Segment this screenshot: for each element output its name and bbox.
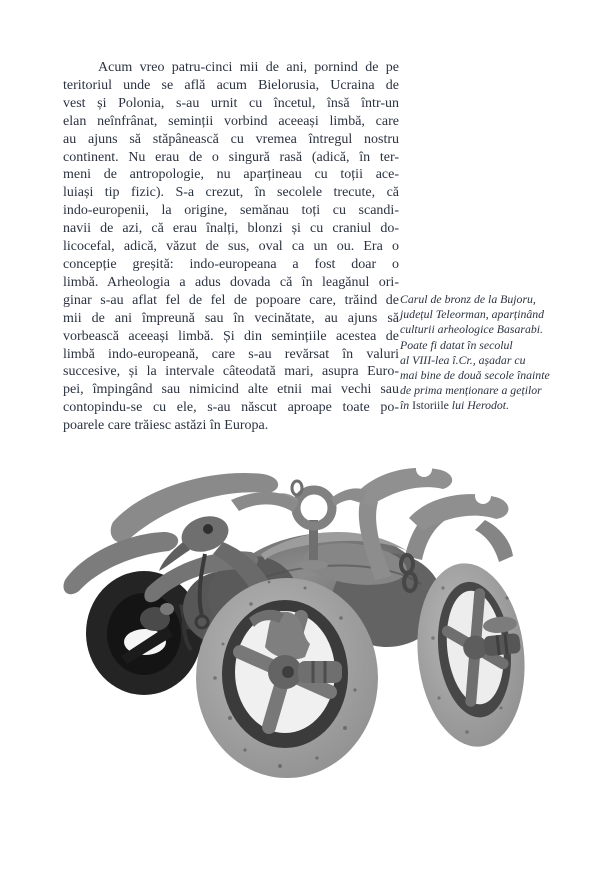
body-text-line: succesive, și la intervale câteodată mari, asupra Euro- [63, 364, 399, 380]
body-text-line: vest și Polonia, s-au urnit cu încetul, însă într-un [63, 95, 399, 111]
bronze-chariot-photo [55, 458, 525, 788]
body-text-line: limbă indo-europeană, care s-au revărsat în valuri [63, 346, 399, 362]
body-text-line: Acum vreo patru-cinci mii de ani, pornind de pe [98, 60, 399, 75]
body-text-line: teritoriul unde se află acum Bielorusia, Ucraina de [63, 77, 399, 93]
caption-line: mai bine de două secole înainte [400, 368, 550, 383]
caption-line-last [400, 398, 568, 413]
chariot-illustration [55, 458, 525, 788]
caption-line: de prima menționare a geților [400, 383, 542, 398]
axle-knob [483, 633, 521, 657]
body-text-line: pei, împingând sau nimicind alte etnii mai vechi sau [63, 382, 399, 398]
body-text-line: poarele care trăiesc astăzi în Europa. [63, 418, 269, 434]
body-paragraph [63, 59, 399, 435]
body-text-line: navii de azi, că erau înalți, blonzi și cu craniul do- [63, 221, 399, 237]
center-wheel [196, 578, 378, 778]
caption-italic: lui Herodot. [448, 398, 510, 413]
caption-italic: în [400, 398, 413, 413]
caption-line: al VIII-lea î.Cr., așadar cu [400, 352, 526, 367]
caption-line: județul Teleorman, aparținând [400, 307, 545, 322]
body-text-line: concepție greșită: indo-europeana a fost doar o [63, 256, 399, 272]
body-text-line: continent. Nu erau de o singură rasă (adică, în ter- [63, 149, 399, 165]
body-text-line: ginar s-au aflat fel de fel de popoare care, trăind de [63, 292, 399, 308]
body-text-line: contopindu-se cu ele, s-au născut aproape toate po- [63, 400, 399, 416]
body-text-line: mii de ani împreună sau în vecinătate, au ajuns să [63, 310, 399, 326]
caption-line: Carul de bronz de la Bujoru, [400, 292, 536, 306]
body-text-line: elan neînfrânat, seminții vorbind aceeași limbă, care [63, 113, 399, 129]
caption-line: Poate fi datat în secolul [400, 337, 513, 352]
axle [298, 661, 342, 683]
caption-book-title: Istoriile [412, 398, 449, 413]
caption-line: culturii arheologice Basarabi. [400, 322, 543, 337]
body-text-line: meni de antropologie, nu aparțineau cu toții ace- [63, 167, 399, 183]
chain-link [292, 481, 302, 495]
body-text-line: limbă. Arheologia a adus dovada că în leagănul ori- [63, 274, 399, 290]
body-text-line: vorbească aceeași limbă. Și din semințiile acestea de [63, 328, 399, 344]
body-text-line: licocefal, adică, văzut de sus, oval ca un ou. Era o [63, 239, 399, 255]
figure-caption [400, 292, 568, 414]
bird-eye [203, 524, 213, 534]
body-text-line: au ajuns să stăpânească cu vremea întregul nostru [63, 131, 399, 147]
body-text-line: indo-europenii, la origine, semănau toți cu scandi- [63, 203, 399, 219]
body-text-line: luiași tip fizic). S-a crezut, în secolele trecute, că [63, 185, 399, 201]
